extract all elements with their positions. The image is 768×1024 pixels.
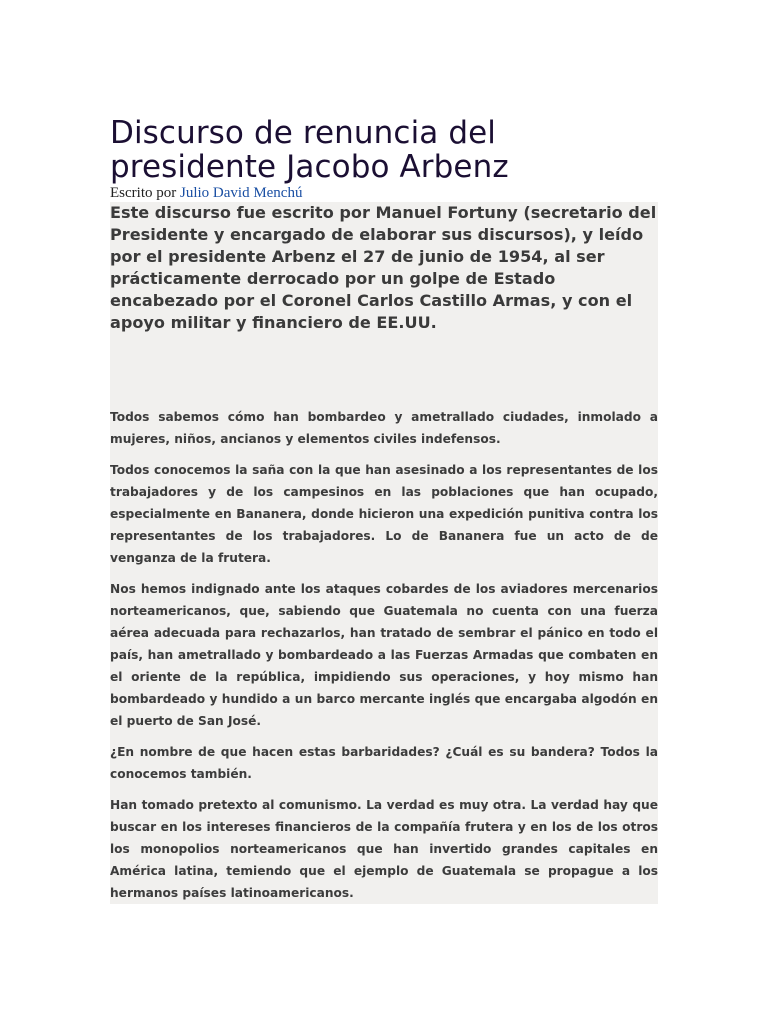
- article-title: Discurso de renuncia del presidente Jacobo Arbenz: [110, 115, 509, 185]
- article: [110, 116, 658, 904]
- byline-prefix: Escrito por: [110, 185, 180, 201]
- byline: [110, 184, 658, 202]
- body-paragraph-1: Todos sabemos cómo han bombardeo y ametrallado ciudades, inmolado a mujeres, niños, ancianos y elementos civiles indefensos.: [110, 410, 658, 446]
- body-paragraph-3: Nos hemos indignado ante los ataques cobardes de los aviadores mercenarios norteamericanos, que, sabiendo que Guatemala no cuenta con una fuerza aérea adecuada para rechazarlos, han tratado de sembrar el pánico en todo el país, han ametrallado y bombardeado a las Fuerzas Armadas que combaten en el oriente de la república, impidiendo sus operaciones, y hoy mismo han bombardeado y hundido a un barco mercante inglés que encargaba algodón en el puerto de San José.: [110, 582, 658, 728]
- article-body: [110, 202, 658, 904]
- body-paragraph-4: ¿En nombre de que hacen estas barbaridades? ¿Cuál es su bandera? Todos la conocemos también.: [110, 745, 658, 781]
- body-paragraph-5: Han tomado pretexto al comunismo. La verdad es muy otra. La verdad hay que buscar en los intereses financieros de la compañía frutera y en los de los otros los monopolios norteamericanos que han invertido grandes capitales en América latina, temiendo que el ejemplo de Guatemala se propague a los hermanos países latinoamericanos.: [110, 798, 658, 900]
- body-paragraph-2: Todos conocemos la saña con la que han asesinado a los representantes de los trabajadores y de los campesinos en las poblaciones que han ocupado, especialmente en Bananera, donde hicieron una expedición punitiva contra los representantes de los trabajadores. Lo de Bananera fue un acto de de venganza de la frutera.: [110, 463, 658, 565]
- lead-paragraph: Este discurso fue escrito por Manuel Fortuny (secretario del Presidente y encargado de elaborar sus discursos), y leído por el presidente Arbenz el 27 de junio de 1954, al ser prácticamente derrocado por un golpe de Estado encabezado por el Coronel Carlos Castillo Armas, y con el apoyo militar y financiero de EE.UU.: [110, 203, 657, 332]
- spacer: [110, 334, 658, 406]
- author-link[interactable]: Julio David Menchú: [179, 185, 303, 201]
